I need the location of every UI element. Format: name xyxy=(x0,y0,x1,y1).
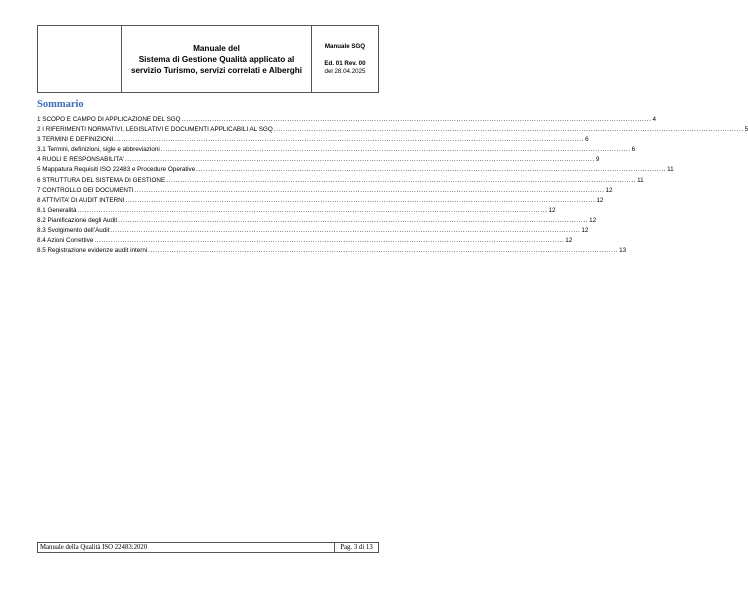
toc-entry-label: 2 I RIFERIMENTI NORMATIVI, LEGISLATIVI E DOCUMENTI APPLICABILI AL SGQ xyxy=(37,126,273,134)
toc-entry-label: 1 SCOPO E CAMPO DI APPLICAZIONE DEL SGQ xyxy=(37,116,181,123)
toc-leader-dots: ........................................................................................................................................................................................................ xyxy=(134,186,605,194)
toc-entry-page: 11 xyxy=(637,176,644,184)
toc-entry-label: 5 Mappatura Requisiti ISO 22483 e Procedure Operative xyxy=(37,166,196,174)
toc-entry[interactable] xyxy=(37,125,748,135)
toc-entry-page: 9 xyxy=(595,156,600,164)
toc-leader-dots: ........................................................................................................................................................................................................ xyxy=(160,146,631,154)
toc-entry-label: 8 ATTIVITA’ DI AUDIT INTERNI xyxy=(37,196,125,204)
toc-entry[interactable] xyxy=(37,186,613,196)
toc-heading: Sommario xyxy=(37,99,84,110)
title-line-3: servizio Turismo, servizi correlati e Alberghi xyxy=(130,65,303,75)
manual-title xyxy=(122,26,312,92)
toc-entry-label: 3.1 Termini, definizioni, sigle e abbreviazioni xyxy=(37,146,160,154)
toc-entry-page: 11 xyxy=(667,166,674,174)
toc-entry[interactable] xyxy=(37,145,636,155)
toc-leader-dots: ........................................................................................................................................................................................................ xyxy=(148,247,619,255)
toc-entry-page: 13 xyxy=(619,247,627,255)
toc-entry-label: 8.3 Svolgimento dell’Audit xyxy=(37,227,110,235)
toc-entry[interactable] xyxy=(37,226,589,236)
footer-page-number: Pag. 3 di 13 xyxy=(334,543,378,552)
doc-name: Manuale SGQ xyxy=(324,42,366,50)
toc-leader-dots: ........................................................................................................................................................................................................ xyxy=(166,176,637,184)
toc-entry[interactable] xyxy=(37,155,600,165)
toc-entry-page: 12 xyxy=(589,216,597,224)
toc-entry-label: 4 RUOLI E RESPONSABILITA’ xyxy=(37,156,124,164)
toc-leader-dots: ........................................................................................................................................................................................................ xyxy=(114,136,585,144)
toc-leader-dots: ........................................................................................................................................................................................................ xyxy=(110,227,581,235)
toc-leader-dots: ........................................................................................................................................................................................................ xyxy=(94,237,565,245)
footer-doc-title: Manuale della Qualità ISO 22483:2020 xyxy=(40,544,148,551)
toc-entry-page: 12 xyxy=(596,196,604,204)
toc-entry-page: 4 xyxy=(652,116,657,123)
toc-entry-label: 8.1 Generalità xyxy=(37,206,77,214)
toc-entry[interactable] xyxy=(37,115,657,125)
toc-leader-dots: ........................................................................................................................................................................................................ xyxy=(181,116,652,123)
toc-entry-label: 3 TERMINI E DEFINIZIONI xyxy=(37,136,114,144)
toc-entry[interactable] xyxy=(37,236,573,246)
title-line-1: Manuale del xyxy=(193,43,240,53)
revision-info xyxy=(312,26,378,92)
toc-entry-page: 5 xyxy=(744,126,748,134)
toc-entry-label: 7 CONTROLLO DEI DOCUMENTI xyxy=(37,186,134,194)
toc-leader-dots: ........................................................................................................................................................................................................ xyxy=(118,216,589,224)
toc-entry-page: 6 xyxy=(631,146,636,154)
toc-entry-label: 8.5 Registrazione evidenze audit interni xyxy=(37,247,148,255)
toc-leader-dots: ........................................................................................................................................................................................................ xyxy=(77,206,548,214)
toc-entry[interactable] xyxy=(37,176,644,186)
toc-entry-label: 8.2 Pianificazione degli Audit xyxy=(37,216,118,224)
toc-entry-page: 12 xyxy=(605,186,613,194)
toc-entry[interactable] xyxy=(37,206,556,216)
edition: Ed. 01 Rev. 00 xyxy=(324,59,366,67)
toc-leader-dots: ........................................................................................................................................................................................................ xyxy=(196,166,667,174)
toc-entry-page: 12 xyxy=(581,227,589,235)
table-of-contents xyxy=(37,115,748,256)
revision-date: del 28.04.2025 xyxy=(324,67,366,75)
toc-entry-label: 8.4 Azioni Correttive xyxy=(37,237,94,245)
header-table xyxy=(37,25,379,93)
title-line-2: Sistema di Gestione Qualità applicato al xyxy=(138,54,295,64)
toc-entry[interactable] xyxy=(37,246,627,256)
toc-entry-page: 6 xyxy=(585,136,589,144)
toc-entry-page: 12 xyxy=(548,206,556,214)
toc-entry-label: 6 STRUTTURA DEL SISTEMA DI GESTIONE xyxy=(37,176,166,184)
logo-cell xyxy=(38,26,122,92)
toc-leader-dots: ........................................................................................................................................................................................................ xyxy=(124,156,595,164)
toc-leader-dots: ........................................................................................................................................................................................................ xyxy=(125,196,596,204)
toc-entry-page: 12 xyxy=(565,237,573,245)
toc-entry[interactable] xyxy=(37,165,674,175)
toc-entry[interactable] xyxy=(37,135,589,145)
toc-leader-dots: ........................................................................................................................................................................................................ xyxy=(273,126,744,134)
page-footer xyxy=(37,542,379,553)
toc-entry[interactable] xyxy=(37,216,597,226)
toc-entry[interactable] xyxy=(37,196,604,206)
